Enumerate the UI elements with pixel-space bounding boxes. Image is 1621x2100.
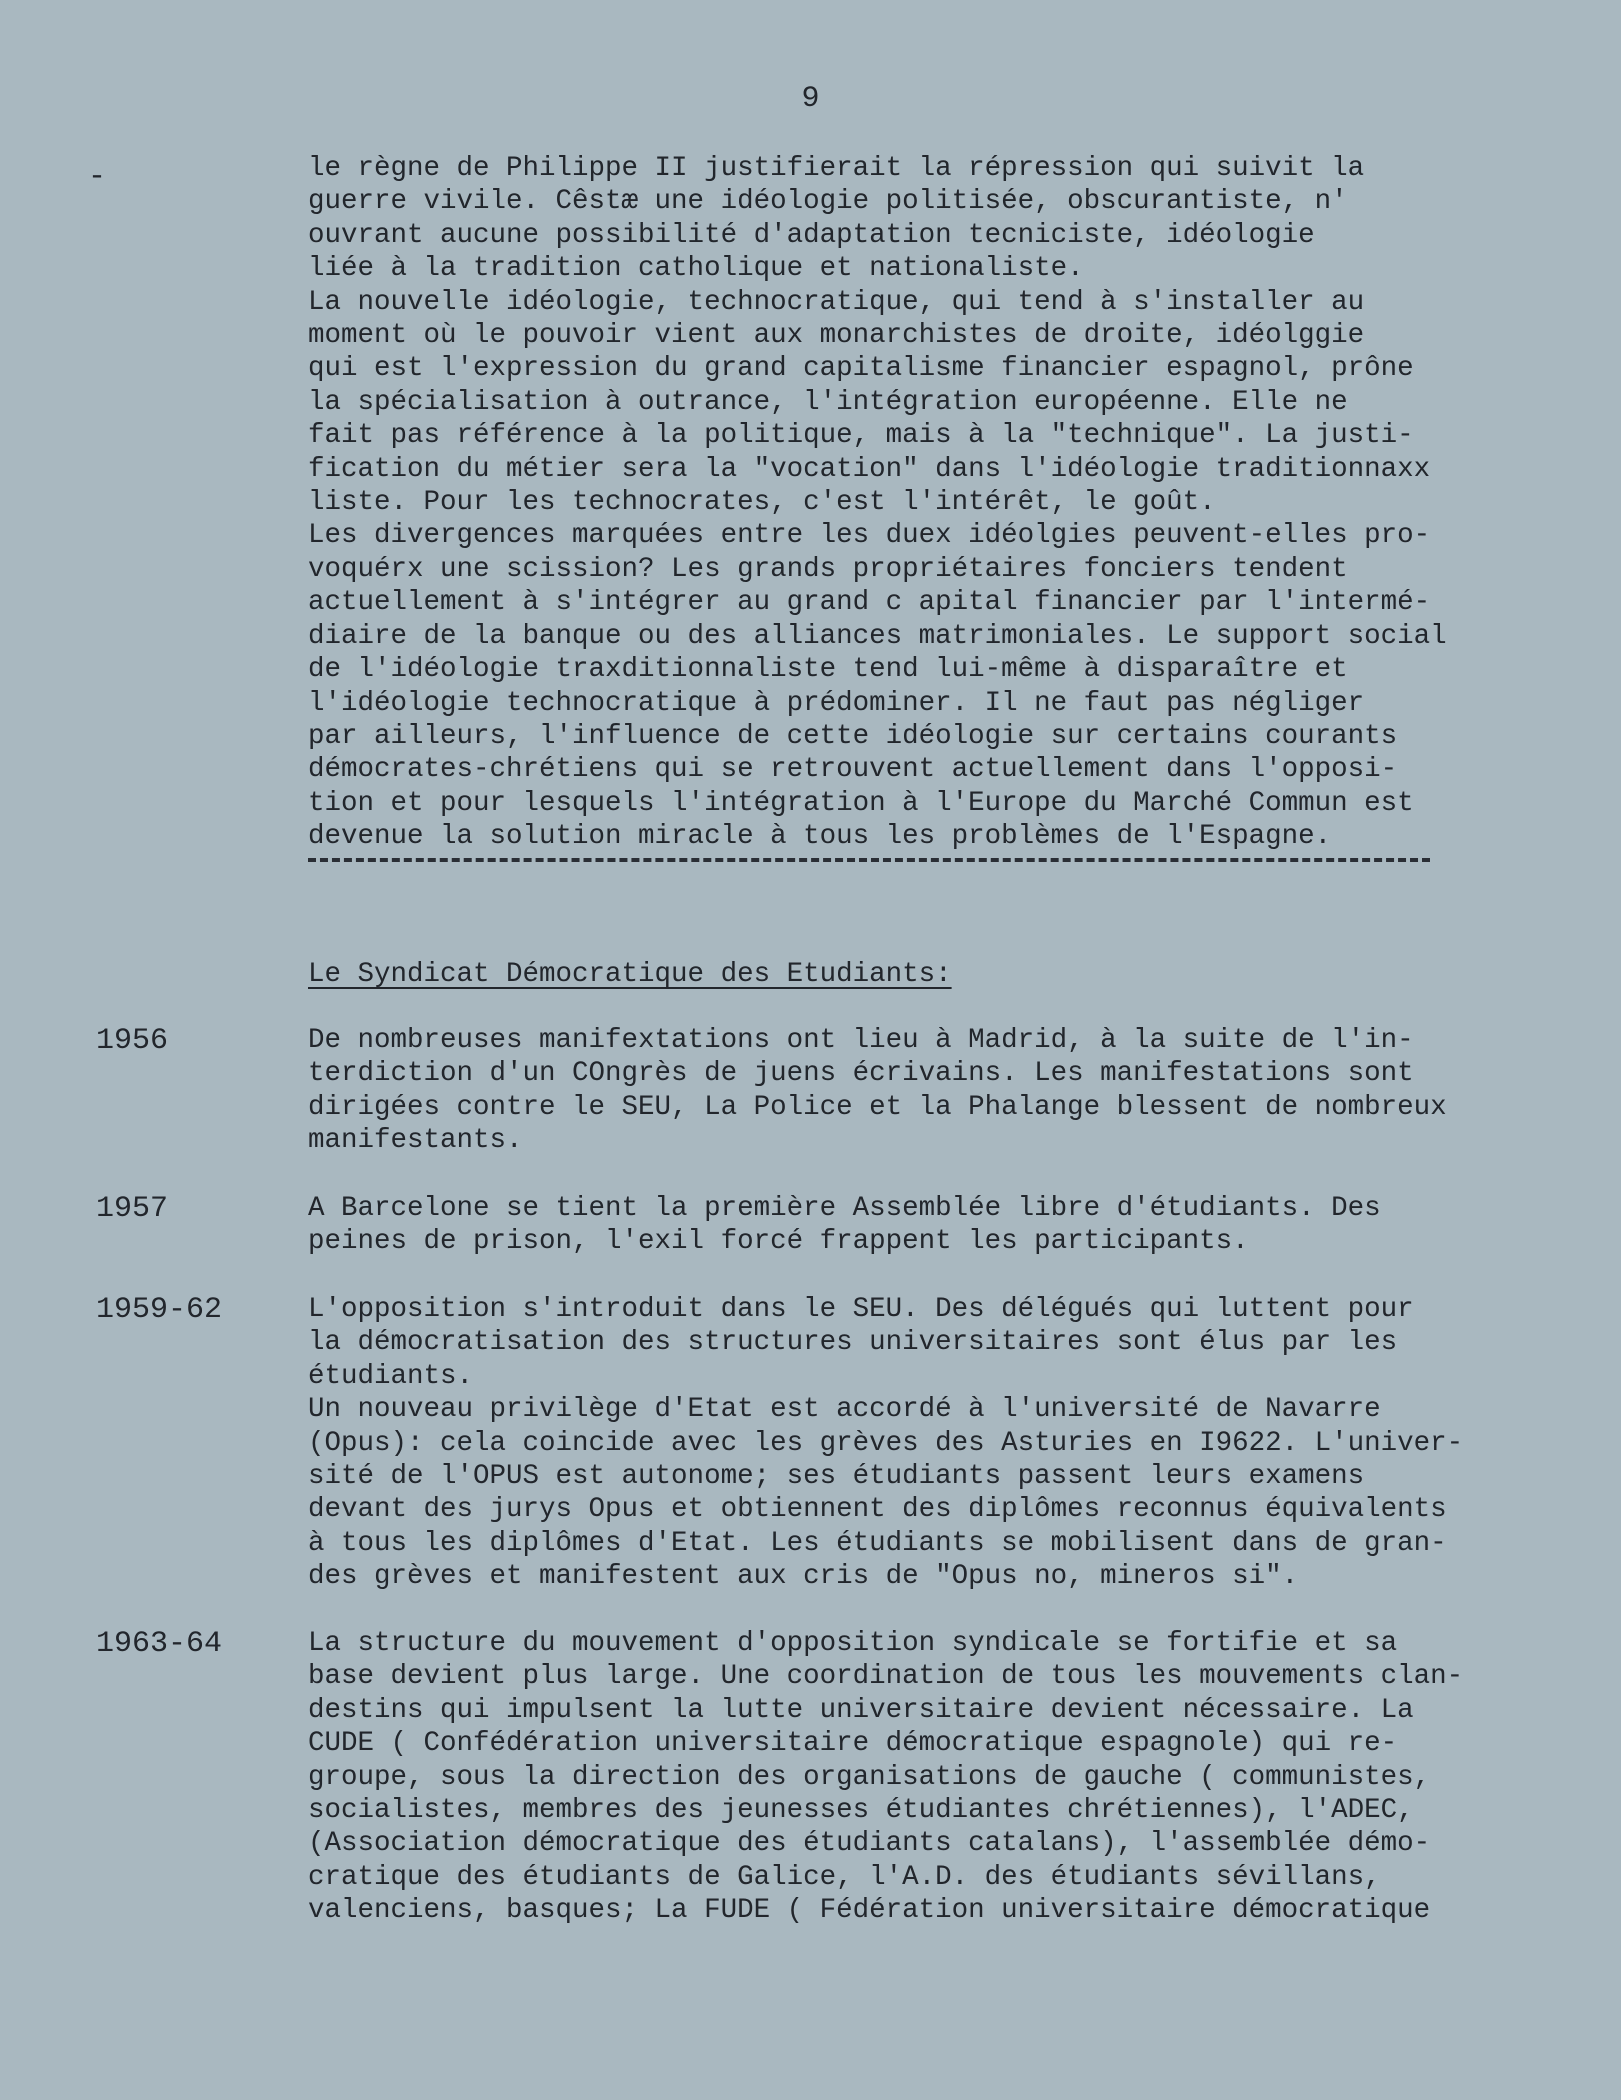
- text-line: valenciens, basques; La FUDE ( Fédération universitaire démocratique: [308, 1895, 1431, 1927]
- page-number: 9: [801, 82, 820, 116]
- entry-year-1956: 1956: [96, 1024, 169, 1058]
- text-line: par ailleurs, l'influence de cette idéologie sur certains courants: [308, 720, 1398, 752]
- entry-text-1963-64: [308, 1627, 1508, 1928]
- text-line: l'idéologie technocratique à prédominer. Il ne faut pas négliger: [308, 687, 1365, 719]
- entry-year-1959-62: 1959-62: [96, 1293, 223, 1327]
- text-line: de l'idéologie traxditionnaliste tend lui-même à disparaître et: [308, 654, 1348, 686]
- text-line: groupe, sous la direction des organisations de gauche ( communistes,: [308, 1761, 1431, 1793]
- text-line: voquérx une scission? Les grands propriétaires fonciers tendent: [308, 553, 1348, 585]
- text-line: terdiction d'un COngrès de juens écrivains. Les manifestations sont: [308, 1058, 1414, 1090]
- text-line: étudiants.: [308, 1360, 474, 1392]
- text-line: devenue la solution miracle à tous les problèmes de l'Espagne.: [308, 821, 1332, 853]
- text-line: peines de prison, l'exil forcé frappent les participants.: [308, 1226, 1249, 1258]
- text-line: diaire de la banque ou des alliances matrimoniales. Le support social: [308, 620, 1447, 652]
- text-line: liste. Pour les technocrates, c'est l'intérêt, le goût.: [308, 487, 1216, 519]
- intro-paragraph: [308, 152, 1508, 854]
- text-line: liée à la tradition catholique et nationaliste.: [308, 253, 1084, 285]
- text-line: devant des jurys Opus et obtiennent des diplômes reconnus équivalents: [308, 1494, 1447, 1526]
- text-line: destins qui impulsent la lutte universitaire devient nécessaire. La: [308, 1694, 1414, 1726]
- text-line: le règne de Philippe II justifierait la répression qui suivit la: [308, 153, 1365, 184]
- text-line: sité de l'OPUS est autonome; ses étudiants passent leurs examens: [308, 1461, 1365, 1493]
- text-line: Un nouveau privilège d'Etat est accordé à l'université de Navarre: [308, 1394, 1381, 1426]
- text-line: L'opposition s'introduit dans le SEU. Des délégués qui luttent pour: [308, 1294, 1414, 1325]
- text-line: fication du métier sera la "vocation" dans l'idéologie traditionnaxx: [308, 453, 1431, 485]
- text-line: ouvrant aucune possibilité d'adaptation tecniciste, idéologie: [308, 219, 1315, 251]
- text-line: La nouvelle idéologie, technocratique, qui tend à s'installer au: [308, 286, 1365, 318]
- text-line: guerre vivile. Cêstæ une idéologie politisée, obscurantiste, n': [308, 186, 1348, 218]
- text-line: la démocratisation des structures universitaires sont élus par les: [308, 1327, 1398, 1359]
- text-line: (Association démocratique des étudiants catalans), l'assemblée démo-: [308, 1828, 1431, 1860]
- text-line: démocrates-chrétiens qui se retrouvent actuellement dans l'opposi-: [308, 754, 1398, 786]
- text-line: Les divergences marquées entre les duex idéolgies peuvent-elles pro-: [308, 520, 1431, 552]
- text-line: manifestants.: [308, 1125, 523, 1157]
- text-line: La structure du mouvement d'opposition syndicale se fortifie et sa: [308, 1628, 1398, 1659]
- text-line: moment où le pouvoir vient aux monarchistes de droite, idéolggie: [308, 320, 1365, 352]
- dashed-separator: [308, 858, 1430, 880]
- text-line: fait pas référence à la politique, mais à la "technique". La justi-: [308, 420, 1414, 452]
- text-line: dirigées contre le SEU, La Police et la Phalange blessent de nombreux: [308, 1091, 1447, 1123]
- text-line: (Opus): cela coincide avec les grèves des Asturies en I9622. L'univer-: [308, 1427, 1464, 1459]
- text-line: qui est l'expression du grand capitalisme financier espagnol, prône: [308, 353, 1414, 385]
- text-line: la spécialisation à outrance, l'intégration européenne. Elle ne: [308, 386, 1348, 418]
- entry-text-1956: [308, 1024, 1508, 1158]
- margin-mark: -: [88, 160, 107, 194]
- text-line: base devient plus large. Une coordination de tous les mouvements clan-: [308, 1661, 1464, 1693]
- text-line: actuellement à s'intégrer au grand c apital financier par l'intermé-: [308, 587, 1431, 619]
- entry-text-1959-62: [308, 1293, 1508, 1594]
- entry-year-1963-64: 1963-64: [96, 1627, 223, 1661]
- entry-text-1957: [308, 1192, 1508, 1259]
- text-line: cratique des étudiants de Galice, l'A.D. des étudiants sévillans,: [308, 1861, 1381, 1893]
- text-line: des grèves et manifestent aux cris de "Opus no, mineros si".: [308, 1561, 1299, 1593]
- text-line: à tous les diplômes d'Etat. Les étudiants se mobilisent dans de gran-: [308, 1527, 1447, 1559]
- text-line: CUDE ( Confédération universitaire démocratique espagnole) qui re-: [308, 1728, 1398, 1760]
- text-line: socialistes, membres des jeunesses étudiantes chrétiennes), l'ADEC,: [308, 1795, 1414, 1827]
- entry-year-1957: 1957: [96, 1192, 169, 1226]
- text-line: De nombreuses manifextations ont lieu à Madrid, à la suite de l'in-: [308, 1025, 1414, 1056]
- section-heading: Le Syndicat Démocratique des Etudiants:: [308, 959, 952, 990]
- text-line: A Barcelone se tient la première Assemblée libre d'étudiants. Des: [308, 1193, 1381, 1224]
- text-line: tion et pour lesquels l'intégration à l'Europe du Marché Commun est: [308, 787, 1414, 819]
